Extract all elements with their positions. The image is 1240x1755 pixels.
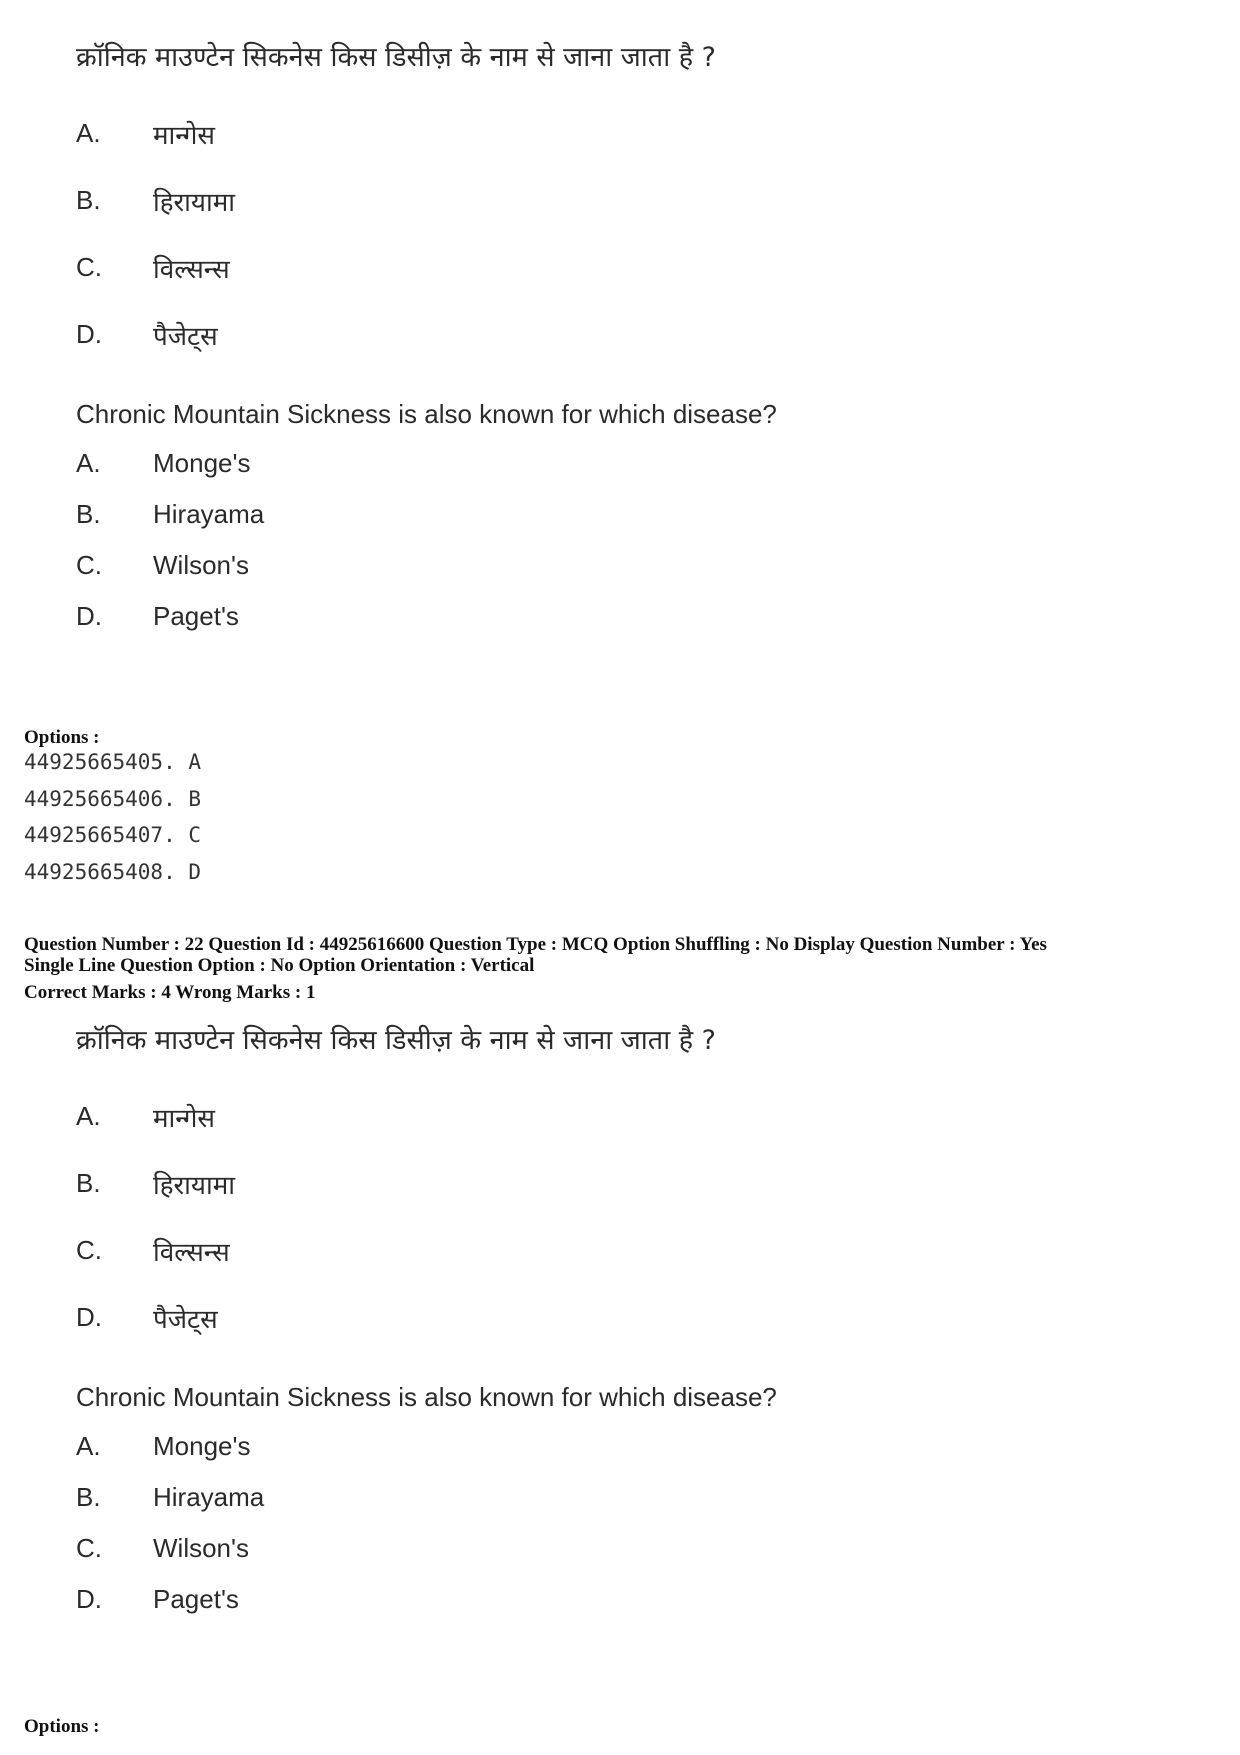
- option-key: B.: [76, 185, 101, 215]
- option-key: C.: [76, 1235, 102, 1265]
- option-text: Monge's: [153, 1431, 251, 1461]
- option-text: विल्सन्स: [153, 254, 230, 285]
- option-text: Paget's: [153, 1584, 239, 1614]
- option-id: 44925665408. D: [24, 859, 202, 884]
- options-label: Options :: [24, 727, 100, 748]
- option-text: Wilson's: [153, 1533, 249, 1563]
- option-hindi-a: [76, 100, 777, 167]
- option-text: Hirayama: [153, 499, 265, 529]
- question-english: Chronic Mountain Sickness is also known for which disease?: [76, 399, 777, 429]
- option-text: मान्गेस: [153, 120, 215, 151]
- option-text: पैजेट्स: [153, 1304, 218, 1335]
- option-key: D.: [76, 601, 102, 631]
- option-id: 44925665406. B: [24, 786, 202, 811]
- option-english-b: [76, 1472, 777, 1523]
- option-english-d: [76, 591, 777, 642]
- option-text: हिरायामा: [153, 187, 236, 218]
- option-english-a: [76, 1421, 777, 1472]
- option-hindi-d: [76, 301, 777, 368]
- option-english-b: [76, 489, 777, 540]
- option-key: B.: [76, 1168, 101, 1198]
- option-key: A.: [76, 1431, 101, 1461]
- option-key: A.: [76, 448, 101, 478]
- option-text: पैजेट्स: [153, 321, 218, 352]
- option-key: D.: [76, 1584, 102, 1614]
- option-id: 44925665407. C: [24, 823, 202, 847]
- option-text: Hirayama: [153, 1482, 265, 1512]
- option-english-a: [76, 438, 777, 489]
- option-text: Wilson's: [153, 550, 249, 580]
- option-hindi-d: [76, 1284, 777, 1351]
- question-block-2: [76, 1021, 777, 1625]
- option-key: A.: [76, 118, 101, 148]
- option-hindi-b: [76, 167, 777, 234]
- option-text: विल्सन्स: [153, 1237, 230, 1268]
- option-hindi-a: [76, 1083, 777, 1150]
- option-id: 44925665405. A: [24, 750, 202, 774]
- option-hindi-b: [76, 1150, 777, 1217]
- option-key: B.: [76, 499, 101, 529]
- option-english-d: [76, 1574, 777, 1625]
- meta-line-3: Correct Marks : 4 Wrong Marks : 1: [24, 982, 316, 1003]
- option-key: C.: [76, 1533, 102, 1563]
- option-key: D.: [76, 1302, 102, 1332]
- option-text: Paget's: [153, 601, 239, 631]
- question-english: Chronic Mountain Sickness is also known for which disease?: [76, 1382, 777, 1412]
- question-meta: [24, 934, 1047, 1003]
- option-key: A.: [76, 1101, 101, 1131]
- option-text: हिरायामा: [153, 1170, 236, 1201]
- option-hindi-c: [76, 1217, 777, 1284]
- option-key: C.: [76, 252, 102, 282]
- option-text: Monge's: [153, 448, 251, 478]
- option-key: B.: [76, 1482, 101, 1512]
- option-id-list: [24, 744, 201, 890]
- option-key: C.: [76, 550, 102, 580]
- option-english-c: [76, 540, 777, 591]
- question-hindi: क्रॉनिक माउण्टेन सिकनेस किस डिसीज़ के नाम से जाना जाता है ?: [76, 1025, 717, 1056]
- options-label: Options :: [24, 1716, 100, 1737]
- question-block-1: [76, 38, 777, 642]
- question-hindi: क्रॉनिक माउण्टेन सिकनेस किस डिसीज़ के नाम से जाना जाता है ?: [76, 42, 717, 73]
- meta-line-1: Question Number : 22 Question Id : 44925616600 Question Type : MCQ Option Shuffling : No Display Question Number : Yes: [24, 934, 1047, 955]
- option-hindi-c: [76, 234, 777, 301]
- option-key: D.: [76, 319, 102, 349]
- option-text: मान्गेस: [153, 1103, 215, 1134]
- meta-line-2: Single Line Question Option : No Option Orientation : Vertical: [24, 955, 535, 976]
- option-english-c: [76, 1523, 777, 1574]
